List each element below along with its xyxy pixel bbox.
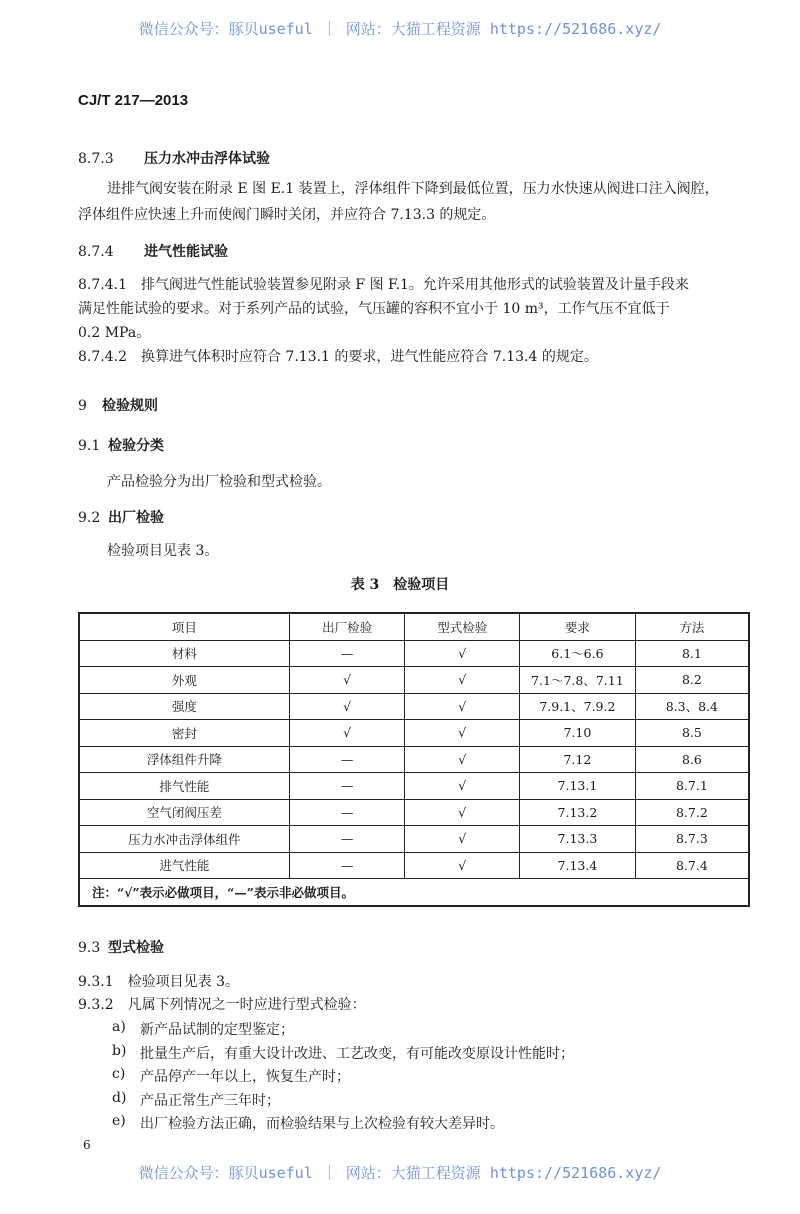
table-cell: 7.9.1、7.9.2: [520, 693, 636, 720]
table-cell: √: [289, 720, 405, 747]
table-cell: —: [289, 826, 405, 853]
standard-number: CJ/T 217—2013: [78, 92, 189, 109]
list-marker: b): [112, 1043, 127, 1059]
table-cell: 7.13.4: [520, 852, 636, 879]
heading-9-3: [78, 937, 164, 957]
table-row: [79, 720, 749, 747]
table-cell: 8.3、8.4: [635, 693, 749, 720]
column-header: 出厂检验: [289, 613, 405, 640]
table-cell: √: [289, 693, 405, 720]
paragraph-line: 产品检验分为出厂检验和型式检验。: [107, 474, 331, 490]
section-number: 8.7.4: [78, 244, 114, 260]
table-cell: √: [405, 799, 520, 826]
table-cell: 空气闭阀压差: [79, 799, 289, 826]
table-cell: 7.1～7.8、7.11: [520, 667, 636, 694]
list-item: 批量生产后，有重大设计改进、工艺改变，有可能改变原设计性能时；: [140, 1046, 574, 1062]
table-cell: 8.2: [635, 667, 749, 694]
table-cell: 强度: [79, 693, 289, 720]
table-row: [79, 852, 749, 879]
paragraph-line: 浮体组件应快速上升而使阀门瞬时关闭，并应符合 7.13.3 的规定。: [78, 207, 496, 223]
table-cell: —: [289, 773, 405, 800]
table-cell: 排气性能: [79, 773, 289, 800]
table-cell: 8.7.1: [635, 773, 749, 800]
table-cell: √: [405, 746, 520, 773]
table-header-row: [79, 613, 749, 640]
section-number: 9.1: [78, 438, 101, 454]
section-title: 进气性能试验: [144, 244, 228, 260]
table-cell: 7.13.3: [520, 826, 636, 853]
paragraph-line: 8.7.4.1 排气阀进气性能试验装置参见附录 F 图 F.1。允许采用其他形式的试验装置及计量手段来: [78, 277, 689, 293]
table-cell: 压力水冲击浮体组件: [79, 826, 289, 853]
table-cell: 进气性能: [79, 852, 289, 879]
table-cell: √: [405, 640, 520, 667]
page-number: 6: [83, 1138, 91, 1152]
heading-8-7-4: [78, 241, 228, 261]
table-row: [79, 799, 749, 826]
table-cell: √: [289, 667, 405, 694]
table-cell: 6.1～6.6: [520, 640, 636, 667]
table-row: [79, 640, 749, 667]
table-note: 注：“√”表示必做项目，“—”表示非必做项目。: [79, 879, 749, 906]
list-item: 产品停产一年以上，恢复生产时；: [140, 1069, 350, 1085]
table-cell: 材料: [79, 640, 289, 667]
paragraph-line: 检验项目见表 3。: [107, 543, 219, 559]
table-cell: 8.1: [635, 640, 749, 667]
section-number: 9.2: [78, 510, 101, 526]
paragraph-line: 0.2 MPa。: [78, 325, 151, 341]
column-header: 项目: [79, 613, 289, 640]
column-header: 要求: [520, 613, 636, 640]
paragraph-line: 满足性能试验的要求。对于系列产品的试验，气压罐的容积不宜小于 10 m³，工作气压不宜低于: [78, 301, 670, 317]
table-cell: —: [289, 640, 405, 667]
table-cell: √: [405, 852, 520, 879]
table-cell: 浮体组件升降: [79, 746, 289, 773]
section-number: 9: [78, 398, 87, 414]
list-marker: d): [112, 1090, 127, 1106]
section-title: 压力水冲击浮体试验: [144, 151, 270, 167]
section-number: 8.7.3: [78, 151, 114, 167]
section-title: 出厂检验: [108, 510, 164, 526]
table-row: [79, 826, 749, 853]
paragraph-line: 9.3.2 凡属下列情况之一时应进行型式检验：: [78, 997, 366, 1013]
table-cell: √: [405, 667, 520, 694]
heading-8-7-3: [78, 148, 270, 168]
table-cell: 7.13.2: [520, 799, 636, 826]
table-cell: 8.7.4: [635, 852, 749, 879]
table-row: [79, 746, 749, 773]
section-number: 9.3: [78, 940, 101, 956]
list-marker: c): [112, 1066, 126, 1082]
table-cell: 7.12: [520, 746, 636, 773]
heading-9: [78, 395, 158, 415]
table-cell: 外观: [79, 667, 289, 694]
table-cell: √: [405, 693, 520, 720]
list-marker: e): [112, 1113, 126, 1129]
watermark-top: 微信公众号：豚贝useful ｜ 网站：大猫工程资源 https://521686.xyz/: [138, 20, 662, 38]
table-cell: 7.13.1: [520, 773, 636, 800]
list-item: 产品正常生产三年时；: [140, 1093, 280, 1109]
table-cell: √: [405, 773, 520, 800]
section-title: 型式检验: [108, 940, 164, 956]
heading-9-2: [78, 507, 164, 527]
heading-9-1: [78, 435, 164, 455]
section-title: 检验分类: [108, 438, 164, 454]
table-cell: 8.5: [635, 720, 749, 747]
column-header: 型式检验: [405, 613, 520, 640]
paragraph-line: 8.7.4.2 换算进气体积时应符合 7.13.1 的要求，进气性能应符合 7.13.4 的规定。: [78, 349, 598, 365]
table-row: [79, 773, 749, 800]
watermark-bottom: 微信公众号：豚贝useful ｜ 网站：大猫工程资源 https://521686.xyz/: [138, 1164, 662, 1182]
table-cell: 8.6: [635, 746, 749, 773]
table-cell: 8.7.3: [635, 826, 749, 853]
table-row: [79, 693, 749, 720]
table-cell: √: [405, 720, 520, 747]
section-title: 检验规则: [102, 398, 158, 414]
paragraph-line: 9.3.1 检验项目见表 3。: [78, 974, 239, 990]
table-cell: —: [289, 852, 405, 879]
list-item: 出厂检验方法正确，而检验结果与上次检验有较大差异时。: [140, 1116, 504, 1132]
table-cell: 7.10: [520, 720, 636, 747]
table-cell: —: [289, 746, 405, 773]
column-header: 方法: [635, 613, 749, 640]
paragraph-line: 进排气阀安装在附录 E 图 E.1 装置上，浮体组件下降到最低位置，压力水快速从阀进口注入阀腔，: [107, 181, 719, 197]
inspection-table: [78, 612, 750, 907]
table-cell: 8.7.2: [635, 799, 749, 826]
table-cell: 密封: [79, 720, 289, 747]
list-marker: a): [112, 1019, 126, 1035]
list-item: 新产品试制的定型鉴定；: [140, 1022, 294, 1038]
table-title: 表 3 检验项目: [350, 577, 450, 593]
table-cell: —: [289, 799, 405, 826]
table-row: [79, 667, 749, 694]
table-cell: √: [405, 826, 520, 853]
